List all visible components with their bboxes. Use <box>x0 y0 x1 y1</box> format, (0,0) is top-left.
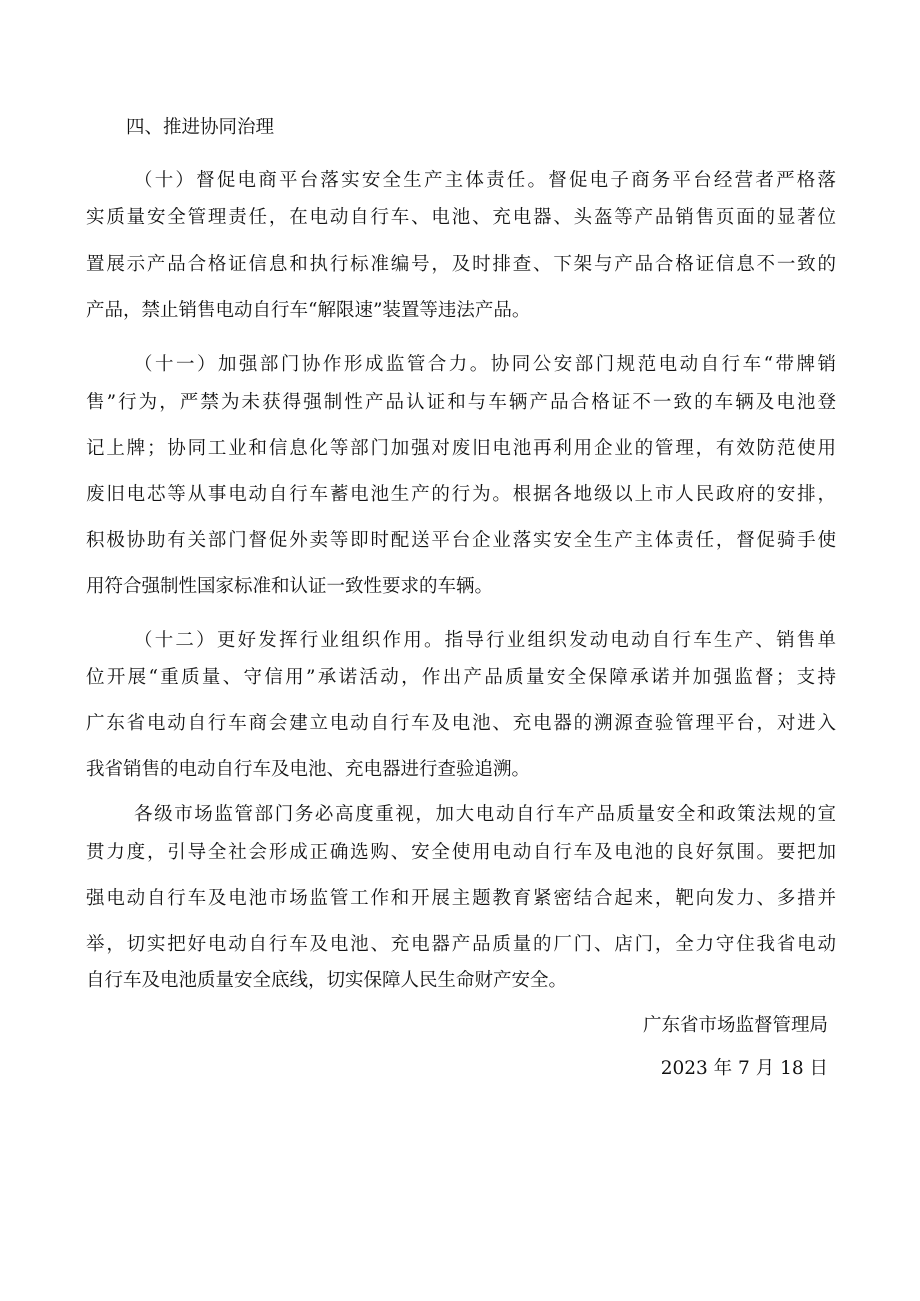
paragraph-2-line-6: 用符合强制性国家标准和认证一致性要求的车辆。 <box>86 576 494 597</box>
paragraph-3-line-1: （十二）更好发挥行业组织作用。指导行业组织发动电动自行车生产、销售单 <box>134 630 836 651</box>
paragraph-4-line-3: 强电动自行车及电池市场监管工作和开展主题教育紧密结合起来，靶向发力、多措并 <box>86 888 836 909</box>
paragraph-2-line-4: 废旧电芯等从事电动自行车蓄电池生产的行为。根据各地级以上市人民政府的安排， <box>86 484 836 505</box>
paragraph-4-line-4: 举，切实把好电动自行车及电池、充电器产品质量的厂门、店门，全力守住我省电动 <box>86 934 836 955</box>
signature-date: 2023 年 7 月 18 日 <box>660 1058 828 1079</box>
paragraph-1-line-3: 置展示产品合格证信息和执行标准编号，及时排查、下架与产品合格证信息不一致的 <box>86 254 836 275</box>
paragraph-3-line-2: 位开展“重质量、守信用”承诺活动，作出产品质量安全保障承诺并加强监督；支持 <box>86 667 836 688</box>
paragraph-2-line-1: （十一）加强部门协作形成监管合力。协同公安部门规范电动自行车“带牌销 <box>134 354 836 375</box>
paragraph-4-line-5: 自行车及电池质量安全底线，切实保障人民生命财产安全。 <box>86 970 568 991</box>
paragraph-4-line-1: 各级市场监管部门务必高度重视，加大电动自行车产品质量安全和政策法规的宣 <box>134 804 836 825</box>
paragraph-1-line-4: 产品，禁止销售电动自行车“解限速”装置等违法产品。 <box>86 300 531 321</box>
paragraph-1-line-1: （十）督促电商平台落实安全生产主体责任。督促电子商务平台经营者严格落 <box>134 170 836 191</box>
paragraph-3-line-4: 我省销售的电动自行车及电池、充电器进行查验追溯。 <box>86 759 531 780</box>
signature-organization: 广东省市场监督管理局 <box>642 1015 828 1036</box>
paragraph-3-line-3: 广东省电动自行车商会建立电动自行车及电池、充电器的溯源查验管理平台，对进入 <box>86 713 836 734</box>
paragraph-4-line-2: 贯力度，引导全社会形成正确选购、安全使用电动自行车及电池的良好氛围。要把加 <box>86 842 836 863</box>
paragraph-2-line-5: 积极协助有关部门督促外卖等即时配送平台企业落实安全生产主体责任，督促骑手使 <box>86 530 836 551</box>
paragraph-1-line-2: 实质量安全管理责任，在电动自行车、电池、充电器、头盔等产品销售页面的显著位 <box>86 207 836 228</box>
paragraph-2-line-3: 记上牌；协同工业和信息化等部门加强对废旧电池再利用企业的管理，有效防范使用 <box>86 438 836 459</box>
section-heading: 四、推进协同治理 <box>126 117 275 138</box>
paragraph-2-line-2: 售”行为，严禁为未获得强制性产品认证和与车辆产品合格证不一致的车辆及电池登 <box>86 392 836 413</box>
